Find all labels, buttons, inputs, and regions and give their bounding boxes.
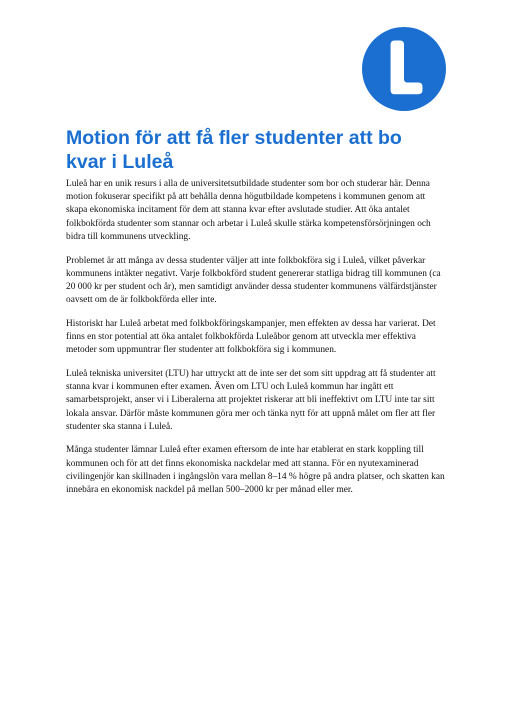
paragraph: Många studenter lämnar Luleå efter examen eftersom de inte har etablerat en stark koppling till kommunen och för att det finns ekonomiska nackdelar med att stanna. För en nyutexaminerad civilingenjör kan skillnaden i ingångslön vara mellan 8–14 % högre på andra platser, och skatten kan innebära en ekonomisk nackdel på mellan 500–2000 kr per månad eller mer.	[66, 445, 445, 496]
document-title: Motion för att få fler studenter att bo kvar i Luleå	[66, 127, 402, 173]
liberalerna-logo-icon	[362, 27, 446, 111]
paragraph: Problemet är att många av dessa studenter väljer att inte folkbokföra sig i Luleå, vilket påverkar kommunens intäkter negativt. Varje folkbokförd student genererar statliga bidrag till kommunen (ca 20 000 kr per student och år), men samtidigt använder dessa studenter kommunens välfärdstjänster oavsett om de är folkbokförda eller inte.	[66, 255, 441, 306]
paragraph: Luleå har en unik resurs i alla de universitetsutbildade studenter som bor och studerar här. Denna motion fokuserar specifikt på att behålla denna högutbildade kompetens i kommunen genom att skapa ekonomiska incitament för dem att stanna kvar efter avslutade studier. Att öka antalet folkbokförda studenter som stannar och arbetar i Luleå skulle stärka kompetensförsörjningen och bidra till kommunens utveckling.	[66, 179, 431, 242]
paragraph: Luleå tekniska universitet (LTU) har uttryckt att de inte ser det som sitt uppdrag att få studenter att stanna kvar i kommunen efter examen. Även om LTU och Luleå kommun har ingått ett samarbetsprojekt, anser vi i Liberalerna att projektet riskerar att bli ineffektivt om LTU inte tar sitt lokala ansvar. Därför måste kommunen göra mer och tänka nytt för att uppnå målet om fler att fler studenter ska stanna i Luleå.	[66, 368, 436, 432]
document-body	[66, 178, 448, 508]
paragraph: Historiskt har Luleå arbetat med folkbokföringskampanjer, men effekten av dessa har varierat. Det finns en stor potential att öka antalet folkbokförda Luleåbor genom att utveckla mer effektiva metoder som uppmuntrar fler studenter att folkbokföra sig i kommunen.	[66, 318, 436, 356]
